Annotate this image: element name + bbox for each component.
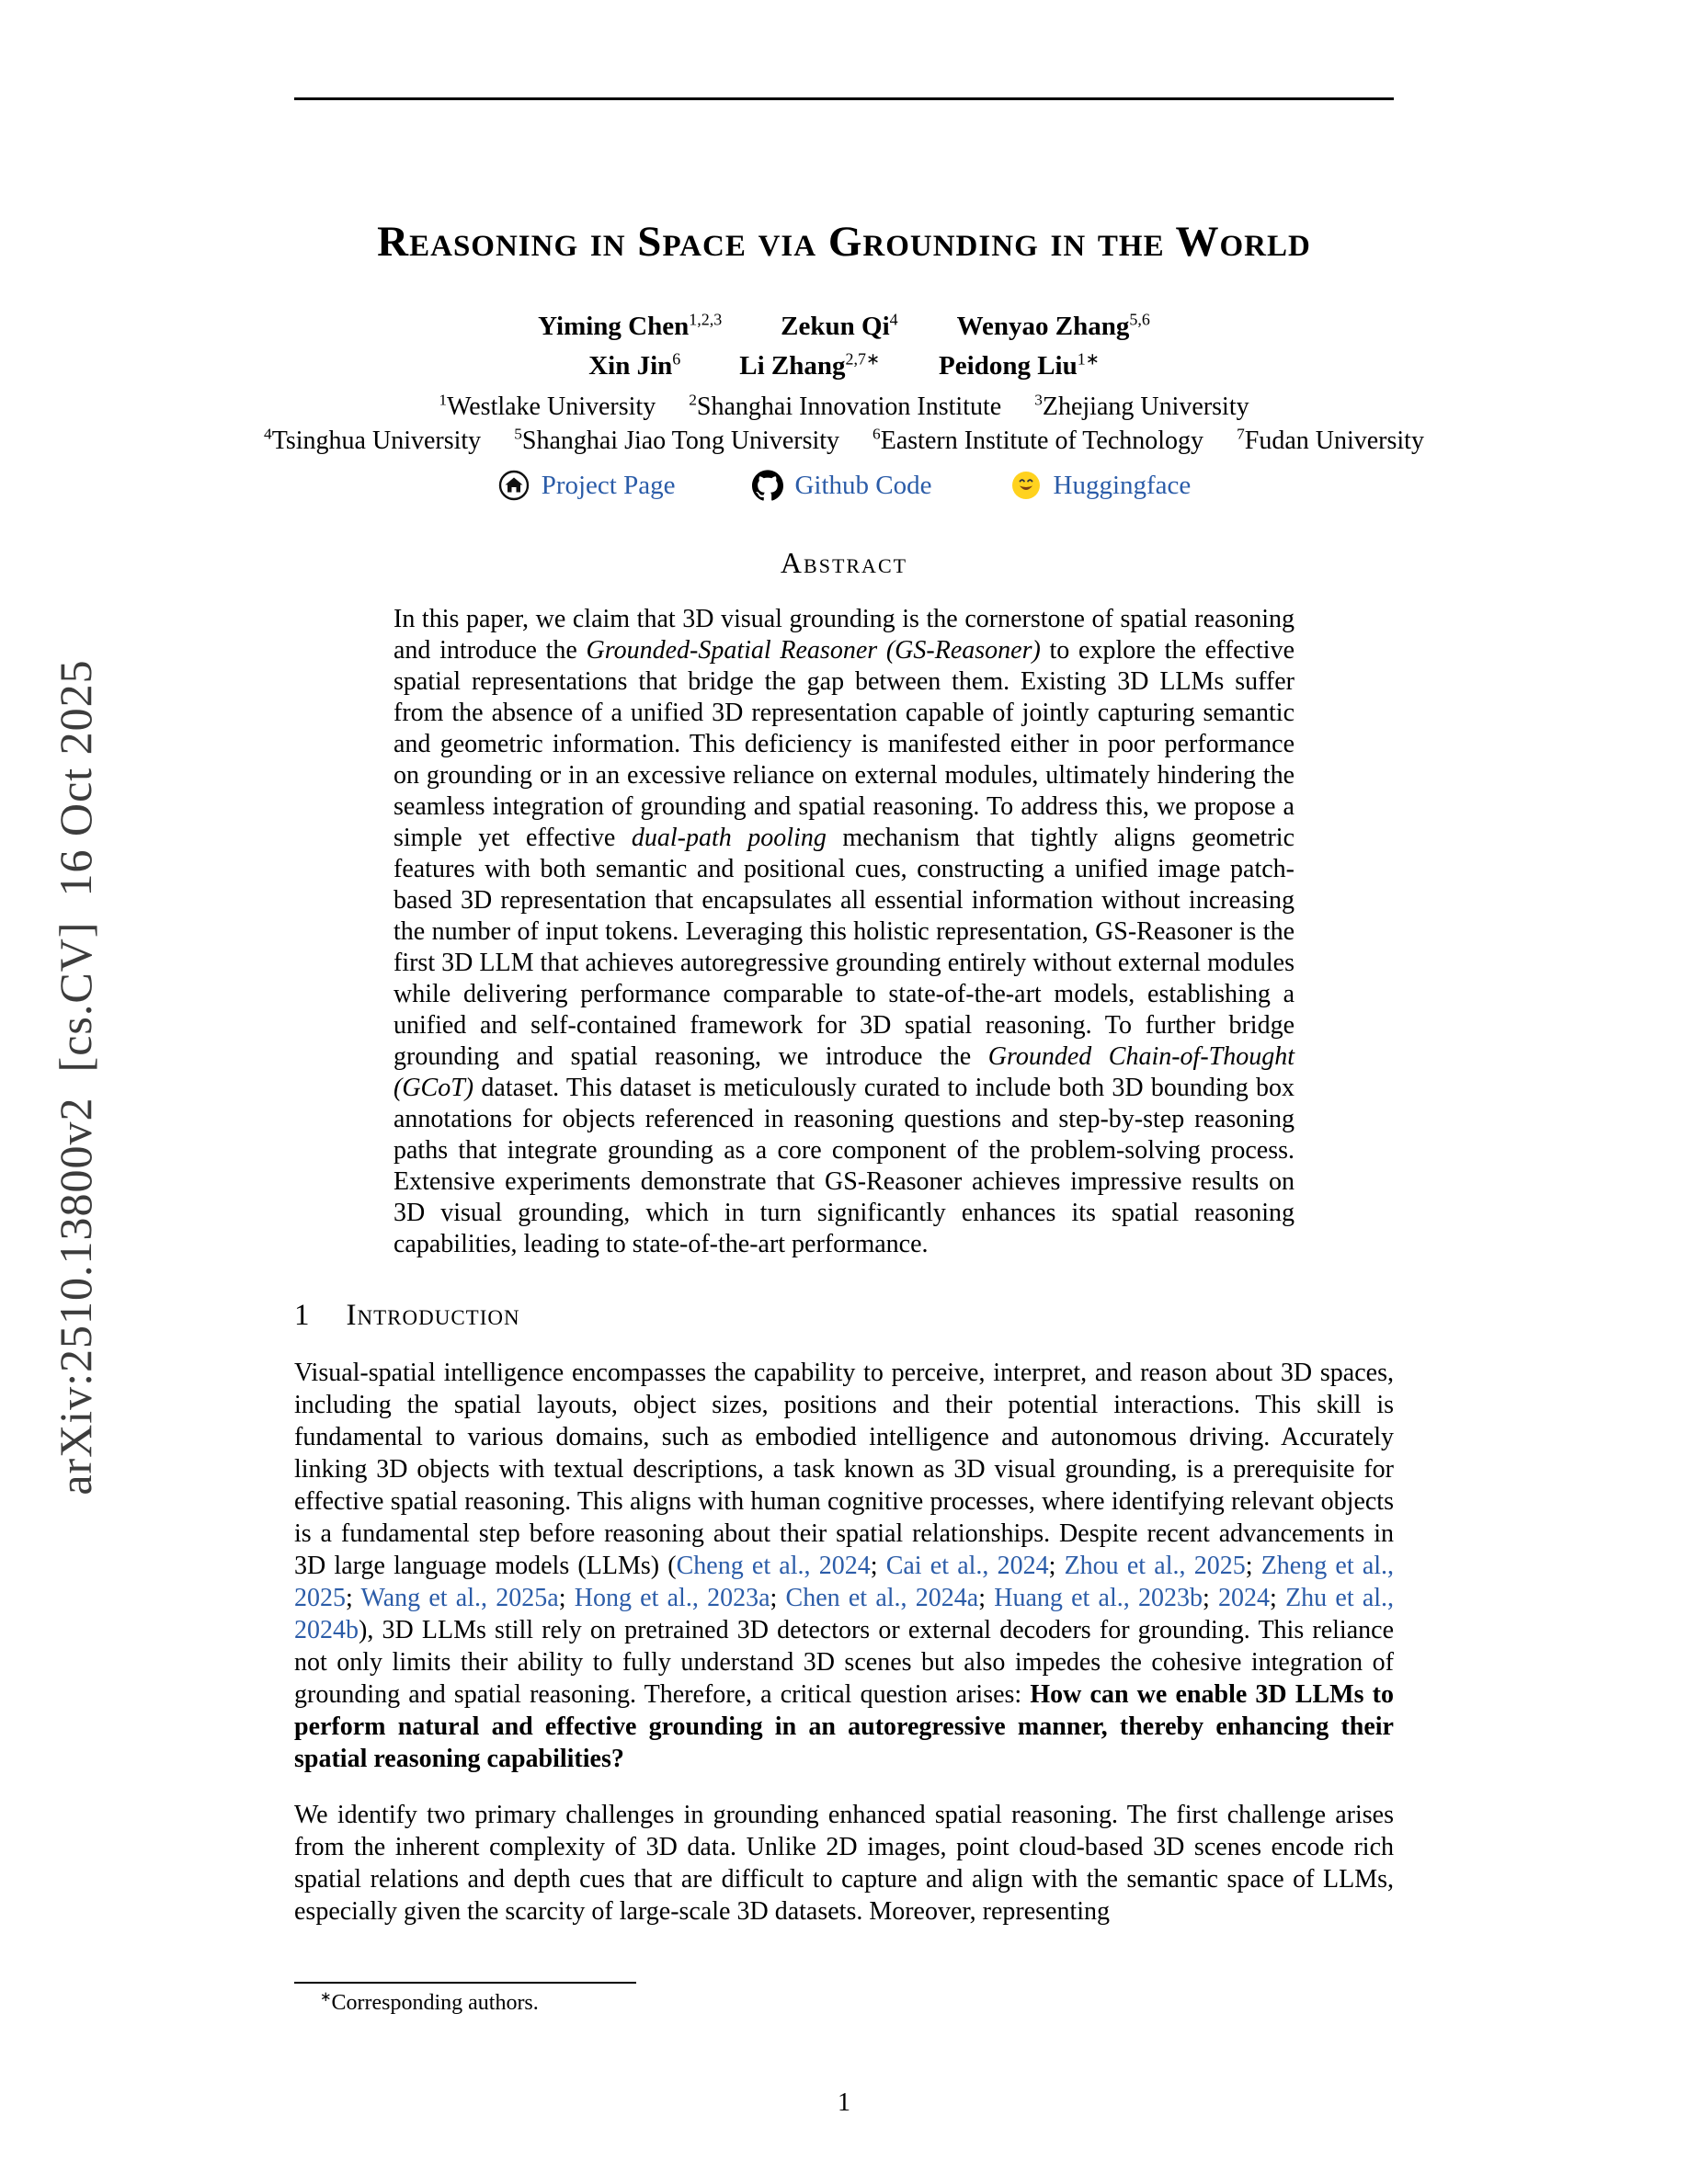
affiliation-sup: 5 (514, 426, 522, 444)
text-segment: Grounded Chain-of-Thought (GCoT) (393, 1042, 1295, 1103)
abstract-heading: Abstract (780, 546, 908, 580)
link-label: Huggingface (1053, 470, 1192, 500)
text-segment: dataset. This dataset is meticulously curated to include both 3D bounding box annotations for objects referenced in reasoning questions and step-by-step reasoning paths that integrate grounding as a core component of the problem-solving process. Extensive experiments demonstrate that GS-Reasoner achieves impressive results on 3D visual grounding, which in turn significantly enhances its spatial reasoning capabilities, leading to state-of-the-art performance. (393, 1074, 1295, 1259)
affiliation-sup: 6 (873, 426, 881, 444)
author-affiliation-sup: 5,6 (1129, 310, 1150, 329)
text-segment: ; (770, 1584, 786, 1613)
affiliation-item (689, 392, 1001, 422)
paper-content-column (264, 97, 1424, 1928)
text-segment: ), 3D LLMs still rely on pretrained 3D detectors or external decoders for grounding. This reliance not only limits their ability to fully understand 3D scenes but also impedes the cohesive integration of grounding and spatial reasoning. Therefore, a critical question arises: (294, 1616, 1394, 1710)
affiliation-name: Fudan University (1244, 427, 1424, 456)
author-affiliation-sup: 1∗ (1077, 349, 1100, 369)
author-row-2 (294, 351, 1394, 381)
arxiv-stamp: arXiv:2510.13800v2 [cs.CV] 16 Oct 2025 (50, 659, 101, 1496)
external-links (294, 469, 1394, 502)
author-affiliation-sup: 1,2,3 (689, 310, 723, 329)
section-title: Introduction (346, 1299, 520, 1333)
affiliation-sup: 2 (689, 392, 697, 410)
affiliation-item (264, 427, 481, 456)
affiliation-block (264, 392, 1424, 456)
footnote-rule (294, 1982, 636, 1984)
affiliation-item (439, 392, 656, 422)
project-page-link[interactable] (497, 469, 676, 502)
affiliation-sup: 1 (439, 392, 448, 410)
author (939, 351, 1100, 381)
text-segment: ; (346, 1584, 361, 1613)
affiliation-name: Shanghai Innovation Institute (696, 392, 1002, 422)
top-rule (294, 97, 1394, 100)
footnote-label: Corresponding authors. (331, 1991, 539, 2015)
author-row-1 (294, 312, 1394, 342)
affiliation-name: Tsinghua University (271, 427, 482, 456)
citation-link[interactable]: Zheng et al., 2025 (294, 1552, 1395, 1613)
author-name: Xin Jin (588, 351, 673, 381)
affiliation-name: Shanghai Jiao Tong University (521, 427, 840, 456)
author (538, 312, 722, 342)
footnote-marker: ∗ (320, 1990, 332, 2005)
affiliation-row-1 (294, 392, 1394, 422)
text-segment: mechanism that tightly aligns geometric features with both semantic and positional cues, constructing a unified image patch-based 3D representation that encapsulates all essential information without increasing the number of input tokens. Leveraging this holistic representation, GS-Reasoner is the first 3D LLM that achieves autoregressive grounding entirely without external modules while delivering performance comparable to state-of-the-art models, establishing a unified and self-contained framework for 3D spatial reasoning. To further bridge grounding and spatial reasoning, we introduce the (393, 824, 1295, 1072)
author-name: Peidong Liu (939, 351, 1078, 381)
author-name: Li Zhang (739, 351, 846, 381)
text-segment: ; (978, 1584, 995, 1613)
huggingface-icon (1009, 469, 1043, 502)
intro-paragraph-1 (294, 1357, 1394, 1775)
affiliation-item (514, 427, 839, 456)
text-segment: How can we enable 3D LLMs to perform natural and effective grounding in an autoregressive manner, thereby enhancing their spatial reasoning capabilities? (294, 1680, 1394, 1774)
affiliation-sup: 3 (1034, 392, 1043, 410)
text-segment: ; (1245, 1552, 1261, 1581)
author-name: Zekun Qi (781, 312, 890, 342)
section-heading-introduction (294, 1299, 1394, 1333)
abstract-text (393, 604, 1295, 1260)
link-label: Github Code (794, 470, 932, 500)
author-affiliation-sup: 2,7∗ (845, 349, 881, 369)
text-segment: ; (558, 1584, 575, 1613)
affiliation-name: Westlake University (447, 392, 656, 422)
text-segment: Grounded-Spatial Reasoner (GS-Reasoner) (586, 636, 1041, 665)
citation-link[interactable]: Zhu et al., 2024b (294, 1584, 1395, 1645)
author-block (294, 312, 1394, 381)
text-segment: ; (1203, 1584, 1219, 1613)
affiliation-sup: 4 (264, 426, 272, 444)
citation-link[interactable]: Huang et al., 2023b (994, 1584, 1203, 1613)
citation-link[interactable]: Chen et al., 2024a (785, 1584, 979, 1613)
citation-link[interactable]: Cheng et al., 2024 (676, 1552, 871, 1581)
github-code-link[interactable] (752, 470, 931, 501)
text-segment: Visual-spatial intelligence encompasses the capability to perceive, interpret, and reason about 3D spaces, including the spatial layouts, object sizes, positions and their potential interactions. This skill is fundamental to various domains, such as embodied intelligence and autonomous driving. Accurately linking 3D objects with textual descriptions, a task known as 3D visual grounding, is a prerequisite for effective spatial reasoning. This aligns with human cognitive processes, where identifying relevant objects is a fundamental step before reasoning about their spatial relationships. Despite recent advancements in 3D large language models (LLMs) ( (294, 1359, 1394, 1581)
text-segment: ; (1270, 1584, 1286, 1613)
text-segment: In this paper, we claim that 3D visual grounding is the cornerstone of spatial reasoning and introduce the (393, 605, 1295, 665)
author-affiliation-sup: 6 (672, 349, 681, 369)
affiliation-sup: 7 (1237, 426, 1245, 444)
link-label: Project Page (541, 470, 676, 500)
citation-link[interactable]: Zhou et al., 2025 (1064, 1552, 1246, 1581)
affiliation-item (1237, 427, 1424, 456)
citation-link[interactable]: Cai et al., 2024 (885, 1552, 1049, 1581)
citation-link[interactable]: Hong et al., 2023a (574, 1584, 770, 1613)
author-name: Wenyao Zhang (956, 312, 1130, 342)
footnote-text (294, 1991, 1394, 2016)
author (588, 351, 680, 381)
author (957, 312, 1150, 342)
affiliation-item (873, 427, 1203, 456)
affiliation-name: Zhejiang University (1042, 392, 1249, 422)
github-icon (752, 470, 783, 501)
affiliation-name: Eastern Institute of Technology (880, 427, 1204, 456)
huggingface-link[interactable] (1009, 469, 1192, 502)
home-icon (497, 469, 530, 502)
paper-title: Reasoning in Space via Grounding in the World (377, 218, 1311, 266)
affiliation-row-2 (264, 426, 1424, 456)
author (739, 351, 880, 381)
text-segment: dual-path pooling (631, 824, 827, 853)
page-number: 1 (838, 2088, 850, 2117)
author-name: Yiming Chen (538, 312, 690, 342)
text-segment: to explore the effective spatial representations that bridge the gap between them. Existing 3D LLMs suffer from the absence of a unified 3D representation capable of jointly capturing semantic and geometric information. This deficiency is manifested either in poor performance on grounding or in an excessive reliance on external modules, ultimately hindering the seamless integration of grounding and spatial reasoning. To address this, we propose a simple yet effective (393, 636, 1295, 853)
footnote-block (294, 1982, 1394, 2016)
citation-link[interactable]: Wang et al., 2025a (360, 1584, 559, 1613)
author (781, 312, 897, 342)
citation-link[interactable]: 2024 (1218, 1584, 1271, 1613)
intro-paragraph-2: We identify two primary challenges in grounding enhanced spatial reasoning. The first challenge arises from the inherent complexity of 3D data. Unlike 2D images, point cloud-based 3D scenes encode rich spatial relations and depth cues that are difficult to capture and align with the semantic space of LLMs, especially given the scarcity of large-scale 3D datasets. Moreover, representing (294, 1801, 1394, 1927)
author-affiliation-sup: 4 (889, 310, 898, 329)
text-segment: ; (1048, 1552, 1065, 1581)
affiliation-item (1034, 392, 1249, 422)
section-number: 1 (294, 1299, 310, 1333)
text-segment: ; (870, 1552, 886, 1581)
